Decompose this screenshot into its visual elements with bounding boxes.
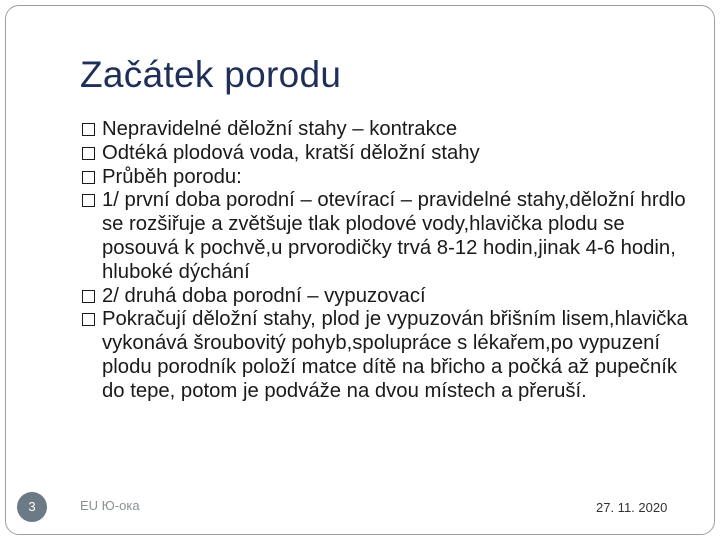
checkbox-bullet-icon <box>82 123 95 136</box>
checkbox-bullet-icon <box>82 147 95 160</box>
list-item <box>82 308 692 403</box>
list-item-text: Nepravidelné děložní stahy – kontrakce <box>102 118 458 140</box>
slide-number: 3 <box>17 492 47 522</box>
list-item-text: Odtéká plodová voda, kratší děložní stahy <box>102 141 480 164</box>
bullet-list <box>82 118 692 404</box>
checkbox-bullet-icon <box>82 290 95 303</box>
footer-left: EU Ю-ока <box>80 498 140 513</box>
list-item <box>82 285 692 309</box>
list-item <box>82 189 692 284</box>
list-item <box>82 118 692 142</box>
footer-date: 27. 11. 2020 <box>596 500 668 515</box>
checkbox-bullet-icon <box>82 313 95 326</box>
list-item <box>82 166 692 190</box>
page-title: Začátek porodu <box>80 54 342 95</box>
list-item-text: Pokračují děložní stahy, plod je vypuzován břišním lisem,hlavička vykonává šroubovitý pohyb,spolupráce s lékařem,po vypuzení plodu porodník položí matce dítě na břicho a počká až pupečník do tepe, potom je podváže na dvou místech a přeruší. <box>102 308 688 402</box>
list-item-text: 1/ první doba porodní – otevírací – pravidelné stahy,děložní hrdlo se rozšiřuje a zvětšuje tlak plodové vody,hlavička plodu se posouvá k pochvě,u prvorodičky trvá 8-12 hodin,jinak 4-6 hodin, hluboké dýchání <box>102 189 686 283</box>
checkbox-bullet-icon <box>82 171 95 184</box>
list-item <box>82 142 692 166</box>
list-item-text: 2/ druhá doba porodní – vypuzovací <box>102 284 426 307</box>
list-item-text: Průběh porodu: <box>102 165 242 188</box>
checkbox-bullet-icon <box>82 194 95 207</box>
